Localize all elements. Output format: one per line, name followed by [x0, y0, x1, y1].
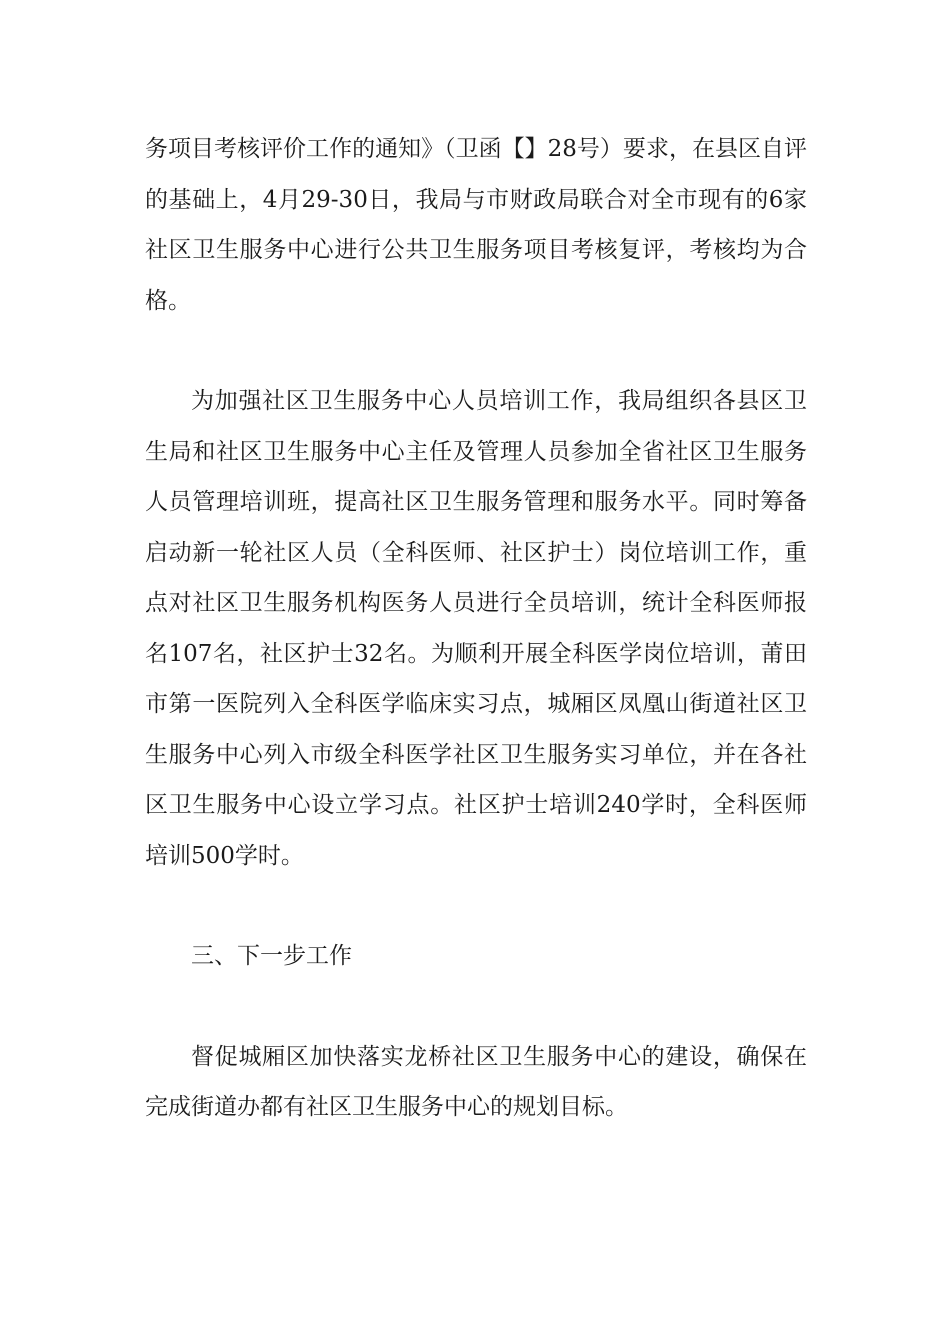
document-body: [145, 124, 807, 1133]
section-heading-next-steps: 三、下一步工作: [191, 943, 352, 969]
paragraph-continuation: 务项目考核评价工作的通知》（卫函【】28号）要求，在县区自评的基础上，4月29-30日，我局与市财政局联合对全市现有的6家社区卫生服务中心进行公共卫生服务项目考核复评，考核均为合格。: [145, 136, 807, 314]
paragraph-next-steps: 督促城厢区加快落实龙桥社区卫生服务中心的建设，确保在完成街道办都有社区卫生服务中心的规划目标。: [145, 1043, 807, 1120]
paragraph-training: 为加强社区卫生服务中心人员培训工作，我局组织各县区卫生局和社区卫生服务中心主任及管理人员参加全省社区卫生服务人员管理培训班，提高社区卫生服务管理和服务水平。同时筹备启动新一轮社区人员（全科医师、社区护士）岗位培训工作，重点对社区卫生服务机构医务人员进行全员培训，统计全科医师报名107名，社区护士32名。为顺利开展全科医学岗位培训，莆田市第一医院列入全科医学临床实习点，城厢区凤凰山街道社区卫生服务中心列入市级全科医学社区卫生服务实习单位，并在各社区卫生服务中心设立学习点。社区护士培训240学时，全科医师培训500学时。: [145, 388, 807, 869]
